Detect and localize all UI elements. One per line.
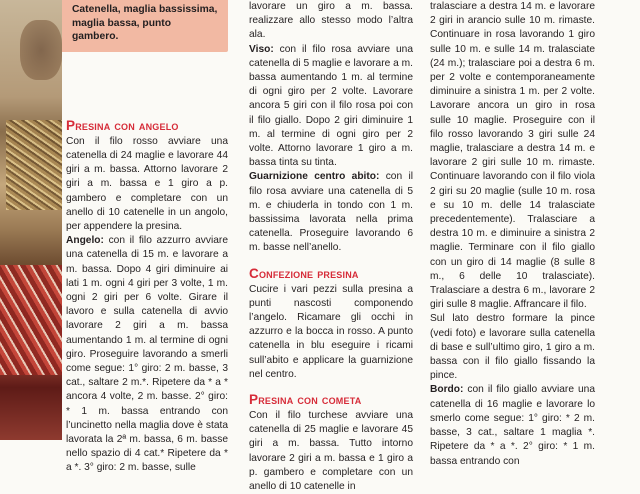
photo-straw-decoration xyxy=(6,120,62,210)
paragraph-angelo xyxy=(66,234,228,475)
paragraph-viso xyxy=(249,43,413,171)
photo-fabric-pattern xyxy=(0,265,62,375)
label-angelo: Angelo: xyxy=(66,235,104,247)
section-title-confezione: Confezione presina xyxy=(249,265,359,281)
section-title-cometa: Presina con cometa xyxy=(249,392,362,408)
paragraph-confezione: Cucire i vari pezzi sulla presina a punti nascosti componendo l’angelo. Ricamare gli occhi in azzurro e la bocca in rosso. A punto catenella in blu eseguire i ricami sull’abito e applicare la guarnizione nel centro. xyxy=(249,283,413,380)
stitch-list-box xyxy=(62,0,228,52)
column-left xyxy=(66,0,228,476)
craft-photo xyxy=(0,0,62,440)
column-middle xyxy=(249,0,413,494)
label-bordo: Bordo: xyxy=(430,384,464,396)
paragraph-bordo xyxy=(430,383,595,468)
text-angelo: con il filo azzurro avviare una catenella di 15 m. e lavorare a m. bassa. Dopo 4 giri diminuire ai lati 1 m. ogni 4 giri per 3 volte, 1 m. ogni 2 giri per 6 volte. Girare il lavoro e sulla catenella di avvio lavorare 2 giri a m. bassa aumentando 1 m. al termine di ogni giro. Proseguire lavorando a smerli come segue: 1° giro: 2 m. basse, 3 cat., saltare 2 m.*. Ripetere da * a * ancora 4 volte, 2 m. basse. 2° giro: * 1 m. bassa entrando con l’uncinetto nella maglia dove è stata lavorata la 2ª m. bassa, 6 m. basse nello spazio di 4 cat.* Ripetere da * a *. 3° giro: 2 m. basse, sulle xyxy=(66,235,228,474)
photo-shadow xyxy=(20,20,62,80)
paragraph-guarnizione xyxy=(249,170,413,255)
paragraph-ala: lavorare un giro a m. bassa. realizzare allo stesso modo l’altra ala. xyxy=(249,1,413,41)
text-viso: con il filo rosa avviare una catenella di 5 maglie e lavorare a m. bassa aumentando 1 m. al termine di ogni giro per 2 volte. Lavorare ancora 5 giri con il filo rosa poi con il filo giallo. Dopo 2 giri diminuire 1 m. al termine di ogni giro per 2 volte. Attorno lavorare 1 giro a m. bassa tinta su tinta. xyxy=(249,43,413,169)
text-guarnizione: con il filo rosa avviare una catenella di 5 m. e chiuderla in tondo con 1 m. bassissima lavorata nella prima catenella. Proseguire lavorando 6 m. basse nell’anello. xyxy=(249,171,413,254)
label-guarnizione: Guarnizione centro abito: xyxy=(249,171,380,183)
paragraph-cometa-continued: tralasciare a destra 14 m. e lavorare 2 giri in arancio sulle 10 m. rimaste. Continuare in rosa lavorando 1 giro sulle 10 m. e sulle 14 m. tralasciate (24 m.); tralasciare poi a destra 6 m. per 2 volte e contemporaneamente diminuire a sinistra 1 m. per 2 volte. Lavorare ancora un giro in rosa sulle 10 maglie. Proseguire con il filo rosso lavorando 3 giri sulle 24 maglie, tralasciare a destra 14 m. e lavorare 2 giri sulle 10 m. rimaste. Continuare lavorando con il filo viola 2 giri su 20 maglie (sulle 10 m. rosa e su 10 m. delle 14 tralasciate precedentemente). Tralasciare a destra 10 m. e diminuire a sinistra 2 maglie. Terminare con il filo giallo con un giro di 14 maglie (8 sulle 8 m., 6 delle 10 tralasciate). Tralasciare a destra 6 m., lavorare 2 giri sulle 8 maglie. Affrancare il filo. xyxy=(430,1,595,311)
paragraph-presina-angelo: Con il filo rosso avviare una catenella di 24 maglie e lavorare 44 giri a m. bassa. Attorno lavorare 2 giri a m. bassa e 1 giro a p. gambero e completare con un anello di 10 catenelle in un angolo, per appendere la presina. xyxy=(66,135,228,232)
text-bordo: con il filo giallo avviare una catenella di 16 maglie e lavorare lo smerlo come segue: 1° giro: * 2 m. basse, 3 cat., saltare 1 maglia *. Ripetere da * a *. 2° giro: * 1 m. bassa entrando con xyxy=(430,384,595,467)
paragraph-cometa: Con il filo turchese avviare una catenella di 25 maglie e lavorare 45 giri a m. bassa. Tutto intorno lavorare 2 giri a m. bassa e 1 giro a p. gambero e completare con un anello di 10 catenelle in xyxy=(249,410,413,493)
section-title-presina-angelo: Presina con angelo xyxy=(66,117,179,133)
column-right xyxy=(430,0,595,469)
label-viso: Viso: xyxy=(249,43,274,55)
stitch-list-text: Catenella, maglia bassissima, maglia bassa, punto gambero. xyxy=(72,4,218,43)
paragraph-pince: Sul lato destro formare la pince (vedi foto) e lavorare sulla catenella di base e sull’ultimo giro, 1 giro a m. bassa con il filo giallo fissando la pince. xyxy=(430,313,595,382)
